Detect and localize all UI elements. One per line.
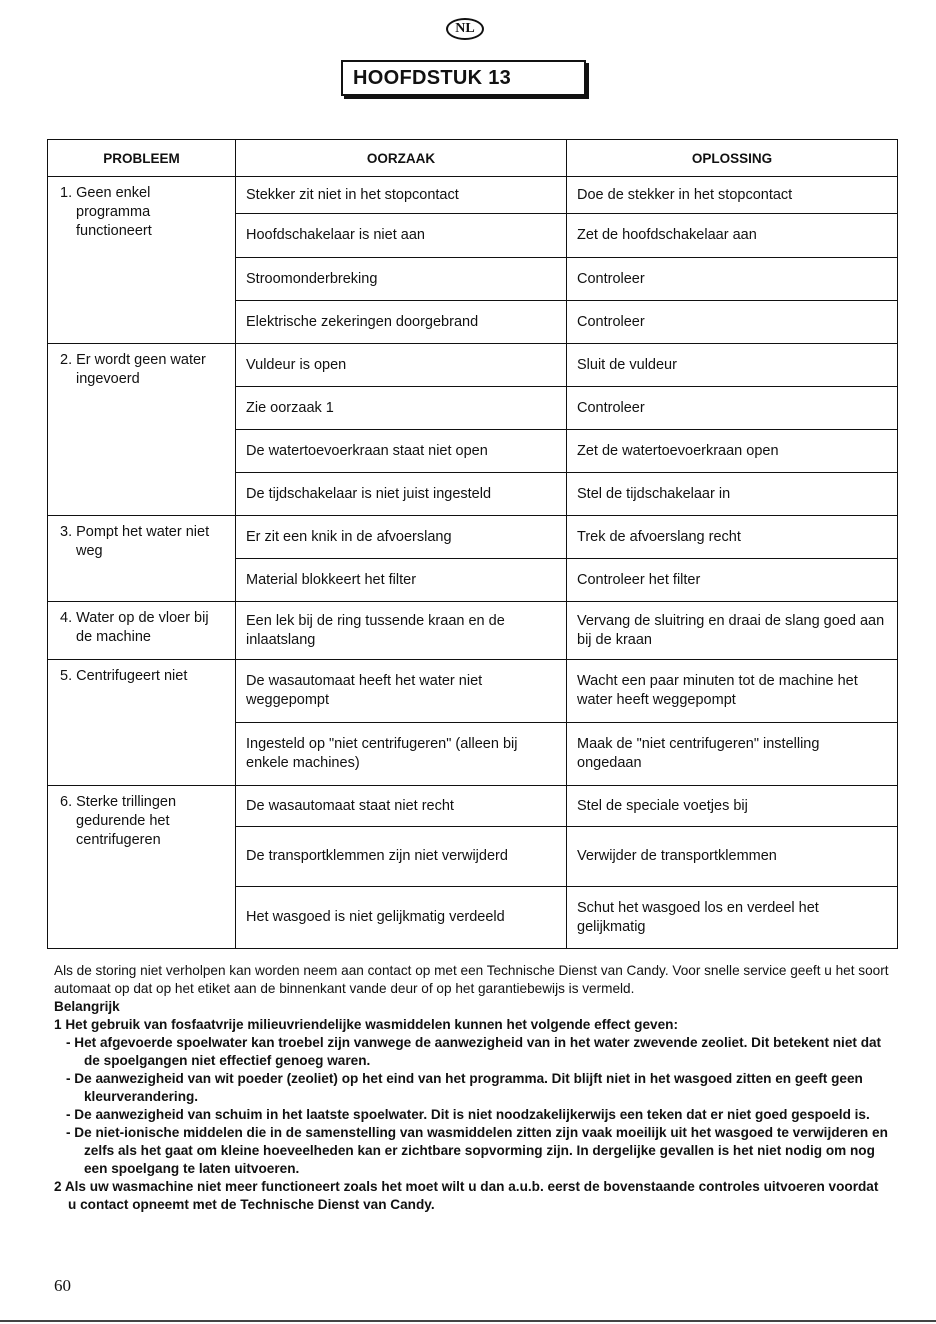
cause-cell: De tijdschakelaar is niet juist ingesteld	[236, 473, 567, 516]
solution-cell: Doe de stekker in het stopcontact	[567, 177, 898, 214]
solution-cell: Controleer	[567, 387, 898, 430]
cause-cell: De wasautomaat staat niet recht	[236, 786, 567, 827]
solution-cell: Maak de "niet centrifugeren" instelling ongedaan	[567, 723, 898, 786]
note-bullet: - De aanwezigheid van wit poeder (zeoliet) op het eind van het programma. Dit blijft niet in het wasgoed zitten en geeft geen kleurverandering.	[66, 1071, 863, 1104]
cause-cell: Stroomonderbreking	[236, 258, 567, 301]
footer-notes	[54, 962, 890, 1214]
cause-cell: De transportklemmen zijn niet verwijderd	[236, 827, 567, 887]
problem-cell	[48, 602, 236, 660]
service-paragraph: Als de storing niet verholpen kan worden neem aan contact op met een Technische Dienst van Candy. Voor snelle service geeft u het soort automaat op dat op het etiket aan de binnenkant vande deur of op het garantiebewijs is vermeld.	[54, 963, 889, 996]
troubleshooting-table	[47, 139, 898, 949]
problem-text: 1. Geen enkel programma functioneert	[60, 185, 152, 239]
bottom-rule	[0, 1320, 936, 1322]
solution-cell: Stel de speciale voetjes bij	[567, 786, 898, 827]
problem-cell	[48, 516, 236, 602]
problem-cell	[48, 344, 236, 516]
cause-cell: De watertoevoerkraan staat niet open	[236, 430, 567, 473]
cause-cell: Een lek bij de ring tussende kraan en de inlaatslang	[236, 602, 567, 660]
cause-cell: Hoofdschakelaar is niet aan	[236, 214, 567, 258]
problem-text: 3. Pompt het water niet weg	[60, 524, 210, 559]
cause-cell: Het wasgoed is niet gelijkmatig verdeeld	[236, 887, 567, 949]
problem-cell	[48, 660, 236, 786]
language-badge: NL	[446, 18, 484, 40]
table-header-row	[48, 140, 898, 177]
column-header-cause: OORZAAK	[236, 140, 567, 177]
solution-cell: Sluit de vuldeur	[567, 344, 898, 387]
note-point-2: 2 Als uw wasmachine niet meer functioneert zoals het moet wilt u dan a.u.b. eerst de bovenstaande controles uitvoeren voordat u contact opneemt met de Technische Dienst van Candy.	[54, 1179, 879, 1212]
solution-cell: Trek de afvoerslang recht	[567, 516, 898, 559]
cause-cell: Material blokkeert het filter	[236, 559, 567, 602]
column-header-solution: OPLOSSING	[567, 140, 898, 177]
note-bullet: - De aanwezigheid van schuim in het laatste spoelwater. Dit is niet noodzakelijkerwijs een teken dat er niet goed gespoeld is.	[66, 1107, 870, 1122]
problem-cell	[48, 786, 236, 949]
table-row	[48, 660, 898, 723]
solution-cell: Zet de hoofdschakelaar aan	[567, 214, 898, 258]
cause-cell: Ingesteld op "niet centrifugeren" (alleen bij enkele machines)	[236, 723, 567, 786]
cause-cell: Elektrische zekeringen doorgebrand	[236, 301, 567, 344]
note-point-1: 1 Het gebruik van fosfaatvrije milieuvriendelijke wasmiddelen kunnen het volgende effect geven:	[54, 1017, 678, 1032]
solution-cell: Schut het wasgoed los en verdeel het gelijkmatig	[567, 887, 898, 949]
cause-cell: Stekker zit niet in het stopcontact	[236, 177, 567, 214]
note-bullet: - Het afgevoerde spoelwater kan troebel zijn vanwege de aanwezigheid van in het water zwevende zeoliet. Dit betekent niet dat de spoelgangen niet effectief genoeg waren.	[66, 1035, 882, 1068]
table-row	[48, 516, 898, 559]
solution-cell: Controleer	[567, 301, 898, 344]
solution-cell: Vervang de sluitring en draai de slang goed aan bij de kraan	[567, 602, 898, 660]
cause-cell: De wasautomaat heeft het water niet weggepompt	[236, 660, 567, 723]
table-row	[48, 177, 898, 214]
problem-text: 5. Centrifugeert niet	[60, 668, 188, 684]
cause-cell: Zie oorzaak 1	[236, 387, 567, 430]
table-row	[48, 786, 898, 827]
column-header-problem: PROBLEEM	[48, 140, 236, 177]
solution-cell: Controleer het filter	[567, 559, 898, 602]
table-row	[48, 602, 898, 660]
problem-text: 2. Er wordt geen water ingevoerd	[60, 352, 206, 387]
solution-cell: Wacht een paar minuten tot de machine het water heeft weggepompt	[567, 660, 898, 723]
important-heading: Belangrijk	[54, 999, 120, 1014]
solution-cell: Stel de tijdschakelaar in	[567, 473, 898, 516]
chapter-title: HOOFDSTUK 13	[341, 60, 586, 96]
problem-text: 4. Water op de vloer bij de machine	[60, 610, 209, 645]
problem-cell	[48, 177, 236, 344]
note-bullet: - De niet-ionische middelen die in de samenstelling van wasmiddelen zitten zijn vaak moeilijk uit het wasgoed te verwijderen en zelfs als het gaat om kleine hoeveelheden kan er zichtbare sopvorming zijn. In dergelijke gevallen is het niet nodig om nog een spoelgang te laten uitvoeren.	[66, 1125, 888, 1176]
solution-cell: Zet de watertoevoerkraan open	[567, 430, 898, 473]
cause-cell: Er zit een knik in de afvoerslang	[236, 516, 567, 559]
table-row	[48, 344, 898, 387]
page-number: 60	[54, 1276, 71, 1295]
cause-cell: Vuldeur is open	[236, 344, 567, 387]
solution-cell: Verwijder de transportklemmen	[567, 827, 898, 887]
solution-cell: Controleer	[567, 258, 898, 301]
problem-text: 6. Sterke trillingen gedurende het centrifugeren	[60, 794, 177, 848]
